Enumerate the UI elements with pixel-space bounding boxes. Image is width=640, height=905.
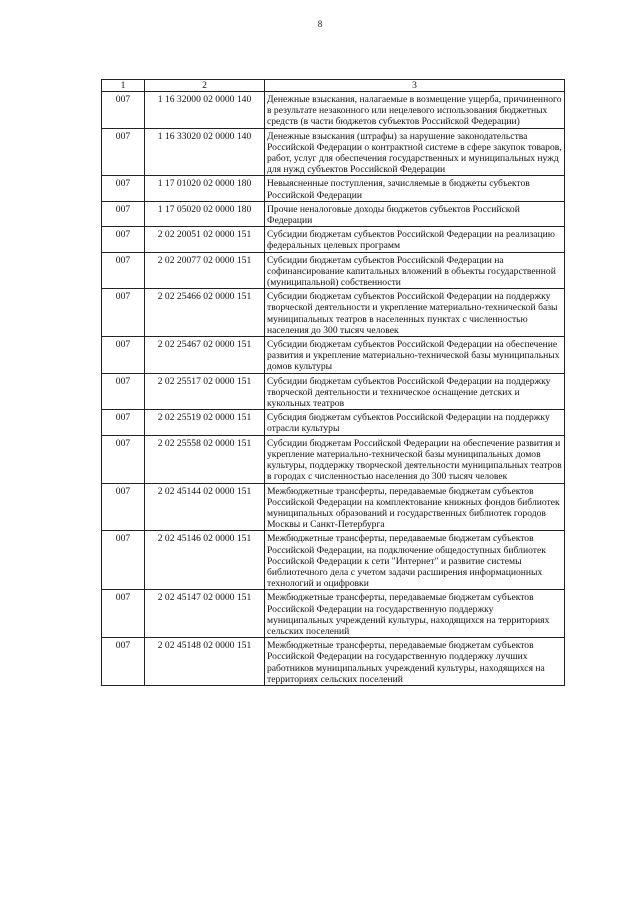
budget-code-cell: 2 02 25517 02 0000 151 xyxy=(145,373,265,410)
admin-code-cell: 007 xyxy=(102,252,145,289)
admin-code-cell: 007 xyxy=(102,483,145,531)
income-name-cell: Субсидии бюджетам субъектов Российской Федерации на обеспечение развития и укрепление материально-технической базы муниципальных домов культуры xyxy=(265,337,565,374)
budget-code-cell: 1 16 32000 02 0000 140 xyxy=(145,92,265,129)
budget-code-cell: 2 02 25558 02 0000 151 xyxy=(145,435,265,483)
header-column-1: 1 xyxy=(102,80,145,92)
income-name-cell: Субсидии бюджетам субъектов Российской Федерации на поддержку творческой деятельности и техническое оснащение детских и кукольных театров xyxy=(265,373,565,410)
income-name-cell: Межбюджетные трансферты, передаваемые бюджетам субъектов Российской Федерации, на подключение общедоступных библиотек Российской Федерации к сети "Интернет" и развитие системы библиотечного дела с учетом задачи расширения информационных технологий и оцифровки xyxy=(265,531,565,590)
budget-code-cell: 2 02 20051 02 0000 151 xyxy=(145,227,265,252)
budget-code-cell: 1 17 05020 02 0000 180 xyxy=(145,201,265,226)
table-row xyxy=(102,373,565,410)
table-row xyxy=(102,638,565,686)
table-row xyxy=(102,531,565,590)
table-header-row xyxy=(102,80,565,92)
budget-code-cell: 2 02 20077 02 0000 151 xyxy=(145,252,265,289)
budget-code-cell: 2 02 45148 02 0000 151 xyxy=(145,638,265,686)
admin-code-cell: 007 xyxy=(102,531,145,590)
budget-code-cell: 2 02 45144 02 0000 151 xyxy=(145,483,265,531)
budget-code-cell: 2 02 45147 02 0000 151 xyxy=(145,590,265,638)
admin-code-cell: 007 xyxy=(102,590,145,638)
table-row xyxy=(102,337,565,374)
income-name-cell: Субсидии бюджетам субъектов Российской Федерации на реализацию федеральных целевых программ xyxy=(265,227,565,252)
income-name-cell: Межбюджетные трансферты, передаваемые бюджетам субъектов Российской Федерации на государственную поддержку лучших работников муниципальных учреждений культуры, находящихся на территориях сельских поселений xyxy=(265,638,565,686)
income-name-cell: Субсидии бюджетам Российской Федерации на обеспечение развития и укрепление материально-технической базы муниципальных домов культуры, поддержку творческой деятельности муниципальных театров в городах с численностью населения до 300 тысяч человек xyxy=(265,435,565,483)
income-name-cell: Субсидии бюджетам субъектов Российской Федерации на поддержку творческой деятельности и укрепление материально-технической базы муниципальных театров в населенных пунктах с численностью населения до 300 тысяч человек xyxy=(265,289,565,337)
budget-code-cell: 2 02 25519 02 0000 151 xyxy=(145,410,265,435)
table-row xyxy=(102,289,565,337)
budget-code-cell: 1 16 33020 02 0000 140 xyxy=(145,128,265,176)
page-number: 8 xyxy=(317,19,323,29)
budget-code-cell: 2 02 45146 02 0000 151 xyxy=(145,531,265,590)
budget-classification-table xyxy=(101,79,565,686)
income-name-cell: Субсидии бюджетам субъектов Российской Федерации на софинансирование капитальных вложений в объекты государственной (муниципальной) собственности xyxy=(265,252,565,289)
income-name-cell: Невыясненные поступления, зачисляемые в бюджеты субъектов Российской Федерации xyxy=(265,176,565,201)
table-row xyxy=(102,176,565,201)
admin-code-cell: 007 xyxy=(102,289,145,337)
budget-code-cell: 2 02 25466 02 0000 151 xyxy=(145,289,265,337)
admin-code-cell: 007 xyxy=(102,638,145,686)
admin-code-cell: 007 xyxy=(102,227,145,252)
header-column-2: 2 xyxy=(145,80,265,92)
table-row xyxy=(102,410,565,435)
admin-code-cell: 007 xyxy=(102,410,145,435)
income-name-cell: Денежные взыскания (штрафы) за нарушение законодательства Российской Федерации о контрактной системе в сфере закупок товаров, работ, услуг для обеспечения государственных и муниципальных нужд для нужд субъектов Российской Федерации xyxy=(265,128,565,176)
budget-code-cell: 1 17 01020 02 0000 180 xyxy=(145,176,265,201)
admin-code-cell: 007 xyxy=(102,176,145,201)
income-name-cell: Субсидия бюджетам субъектов Российской Федерации на поддержку отрасли культуры xyxy=(265,410,565,435)
income-name-cell: Прочие неналоговые доходы бюджетов субъектов Российской Федерации xyxy=(265,201,565,226)
income-name-cell: Межбюджетные трансферты, передаваемые бюджетам субъектов Российской Федерации на государственную поддержку муниципальных учреждений культуры, находящихся на территориях сельских поселений xyxy=(265,590,565,638)
income-name-cell: Межбюджетные трансферты, передаваемые бюджетам субъектов Российской Федерации на комплектование книжных фондов библиотек муниципальных образований и государственных библиотек городов Москвы и Санкт-Петербурга xyxy=(265,483,565,531)
table-row xyxy=(102,92,565,129)
table-row xyxy=(102,227,565,252)
admin-code-cell: 007 xyxy=(102,128,145,176)
admin-code-cell: 007 xyxy=(102,337,145,374)
table-row xyxy=(102,201,565,226)
budget-code-cell: 2 02 25467 02 0000 151 xyxy=(145,337,265,374)
income-name-cell: Денежные взыскания, налагаемые в возмещение ущерба, причиненного в результате незаконного или нецелевого использования бюджетных средств (в части бюджетов субъектов Российской Федерации) xyxy=(265,92,565,129)
table-row xyxy=(102,128,565,176)
header-column-3: 3 xyxy=(265,80,565,92)
table-row xyxy=(102,435,565,483)
admin-code-cell: 007 xyxy=(102,435,145,483)
admin-code-cell: 007 xyxy=(102,92,145,129)
table-row xyxy=(102,590,565,638)
admin-code-cell: 007 xyxy=(102,373,145,410)
table-row xyxy=(102,483,565,531)
table-row xyxy=(102,252,565,289)
admin-code-cell: 007 xyxy=(102,201,145,226)
